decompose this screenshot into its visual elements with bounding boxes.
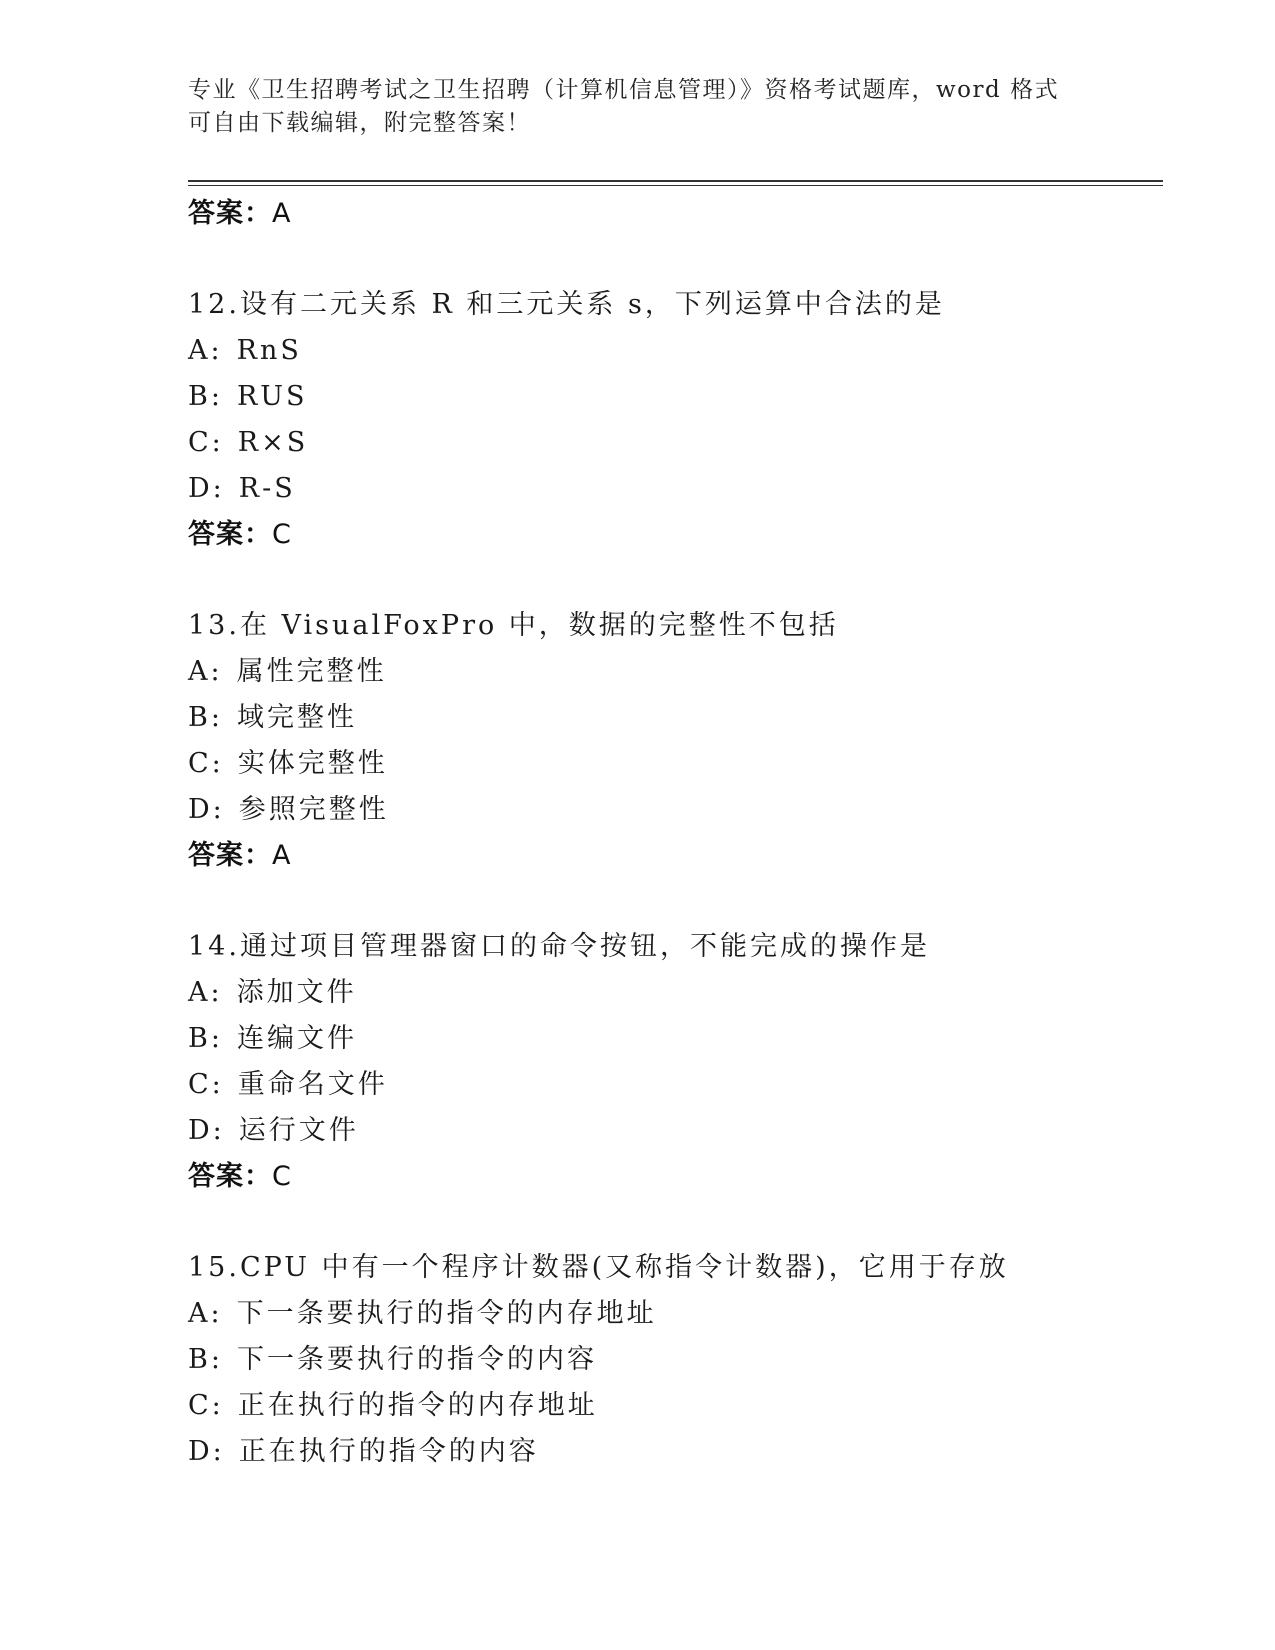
spacer bbox=[188, 237, 1163, 282]
option-key: B: bbox=[188, 702, 223, 733]
option-key: C: bbox=[188, 427, 224, 458]
option-key: A: bbox=[188, 1298, 223, 1329]
option-d bbox=[188, 787, 1163, 833]
option-text: 添加文件 bbox=[236, 977, 357, 1008]
option-text: 重命名文件 bbox=[237, 1069, 388, 1100]
question-stem: 13.在 VisualFoxPro 中，数据的完整性不包括 bbox=[188, 610, 839, 641]
option-c bbox=[188, 1062, 1163, 1108]
option-d bbox=[188, 466, 1163, 512]
option-key: C: bbox=[188, 748, 224, 779]
option-c bbox=[188, 1383, 1163, 1429]
option-a bbox=[188, 1291, 1163, 1337]
option-b bbox=[188, 695, 1163, 741]
option-text: 属性完整性 bbox=[236, 656, 387, 687]
spacer bbox=[188, 879, 1163, 924]
option-text: 连编文件 bbox=[236, 1023, 357, 1054]
option-key: D: bbox=[188, 1436, 225, 1467]
option-text: 下一条要执行的指令的内存地址 bbox=[236, 1298, 657, 1329]
header-line-1: 专业《卫生招聘考试之卫生招聘（计算机信息管理）》资格考试题库，word 格式 bbox=[188, 77, 1060, 103]
option-key: C: bbox=[188, 1069, 224, 1100]
option-b bbox=[188, 374, 1163, 420]
spacer bbox=[188, 558, 1163, 603]
option-text: 运行文件 bbox=[238, 1115, 359, 1146]
option-key: B: bbox=[188, 1344, 223, 1375]
option-text: R-S bbox=[238, 473, 296, 504]
document-header bbox=[188, 74, 1088, 140]
answer-label: 答案： bbox=[188, 519, 272, 550]
option-d bbox=[188, 1108, 1163, 1154]
question-list bbox=[188, 191, 1163, 1475]
option-text: 下一条要执行的指令的内容 bbox=[236, 1344, 597, 1375]
option-key: A: bbox=[188, 656, 223, 687]
option-text: 域完整性 bbox=[236, 702, 357, 733]
option-text: 参照完整性 bbox=[238, 794, 389, 825]
option-key: B: bbox=[188, 381, 223, 412]
answer-line bbox=[188, 833, 1163, 879]
question-stem: 12.设有二元关系 R 和三元关系 s，下列运算中合法的是 bbox=[188, 289, 945, 320]
answer-value: A bbox=[272, 840, 292, 871]
header-divider-thin bbox=[188, 185, 1163, 186]
option-b bbox=[188, 1337, 1163, 1383]
option-a bbox=[188, 970, 1163, 1016]
option-d bbox=[188, 1429, 1163, 1475]
option-text: 正在执行的指令的内存地址 bbox=[237, 1390, 598, 1421]
spacer bbox=[188, 1200, 1163, 1245]
option-c bbox=[188, 741, 1163, 787]
question-stem: 14.通过项目管理器窗口的命令按钮，不能完成的操作是 bbox=[188, 931, 930, 962]
option-text: RnS bbox=[236, 335, 302, 366]
option-key: D: bbox=[188, 1115, 225, 1146]
option-text: 实体完整性 bbox=[237, 748, 388, 779]
header-divider-thick bbox=[188, 180, 1163, 182]
option-key: A: bbox=[188, 977, 223, 1008]
option-a bbox=[188, 328, 1163, 374]
option-key: D: bbox=[188, 473, 225, 504]
option-key: B: bbox=[188, 1023, 223, 1054]
option-b bbox=[188, 1016, 1163, 1062]
question-stem: 15.CPU 中有一个程序计数器(又称指令计数器)，它用于存放 bbox=[188, 1252, 1009, 1283]
option-key: A: bbox=[188, 335, 223, 366]
option-key: D: bbox=[188, 794, 225, 825]
option-a bbox=[188, 649, 1163, 695]
option-key: C: bbox=[188, 1390, 224, 1421]
header-line-2: 可自由下载编辑，附完整答案！ bbox=[188, 110, 531, 136]
answer-line bbox=[188, 512, 1163, 558]
answer-value: C bbox=[272, 519, 292, 550]
answer-line bbox=[188, 191, 1163, 237]
answer-label: 答案： bbox=[188, 840, 272, 871]
option-text: RUS bbox=[236, 381, 308, 412]
answer-value: A bbox=[272, 198, 292, 229]
option-text: R×S bbox=[237, 427, 309, 458]
answer-label: 答案： bbox=[188, 1161, 272, 1192]
answer-label: 答案： bbox=[188, 198, 272, 229]
answer-value: C bbox=[272, 1161, 292, 1192]
option-c bbox=[188, 420, 1163, 466]
answer-line bbox=[188, 1154, 1163, 1200]
option-text: 正在执行的指令的内容 bbox=[238, 1436, 539, 1467]
